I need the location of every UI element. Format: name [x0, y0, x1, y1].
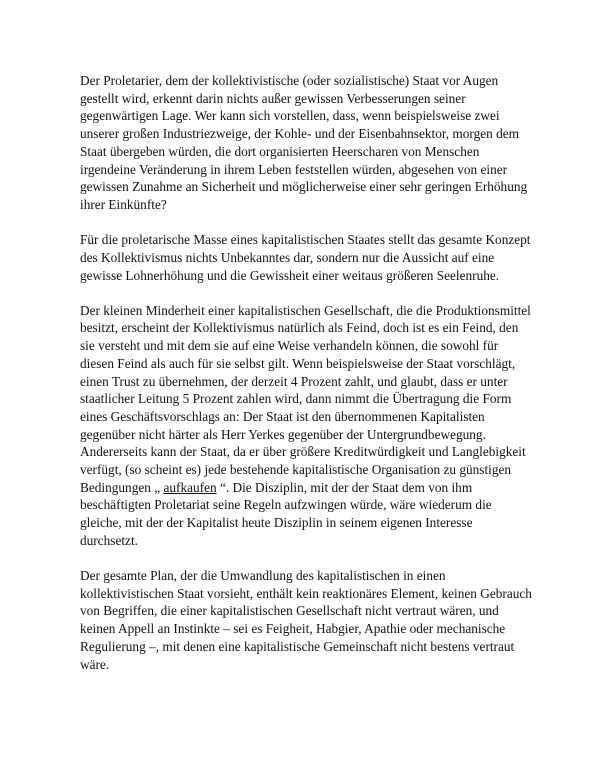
paragraph-1: Der Proletarier, dem der kollektivistische (oder sozialistische) Staat vor Augen gestellt wird, erkennt darin nichts außer gewissen Verbesserungen seiner gegenwärtigen Lage. Wer kann sich vorstellen, dass, wenn beispielsweise zwei unserer großen Industriezweige, der Kohle- und der Eisenbahnsektor, morgen dem Staat übergeben würden, die dort organisierten Heerscharen von Menschen irgendeine Veränderung in ihrem Leben feststellen würden, abgesehen von einer gewissen Zunahme an Sicherheit und möglicherweise einer sehr geringen Erhöhung ihrer Einkünfte?: [80, 73, 528, 212]
paragraph-3-text-after: “. Die Disziplin, mit der der Staat dem von ihm beschäftigten Proletariat seine Regeln aufzwingen würde, wäre wiederum die gleiche, mit der der Kapitalist heute Disziplin in seinem eigenen Interesse durchsetzt.: [80, 479, 492, 548]
paragraph-2: Für die proletarische Masse eines kapitalistischen Staates stellt das gesamte Konzept des Kollektivismus nichts Unbekanntes dar, sondern nur die Aussicht auf eine gewisse Lohnerhöhung und die Gewissheit einer weitaus größeren Seelenruhe.: [80, 232, 531, 283]
paragraph-4: Der gesamte Plan, der die Umwandlung des kapitalistischen in einen kollektivistischen Staat vorsieht, enthält kein reaktionäres Element, keinen Gebrauch von Begriffen, die einer kapitalistischen Gesellschaft nicht vertraut wären, und keinen Appell an Instinkte – sei es Feigheit, Habgier, Apathie oder mechanische Regulierung –, mit denen eine kapitalistische Gemeinschaft nicht bestens vertraut wäre.: [80, 568, 532, 672]
underlined-word: aufkaufen: [163, 479, 217, 495]
paragraph-3: [80, 302, 532, 550]
document-page: [80, 72, 532, 691]
paragraph-3-text-before: Der kleinen Minderheit einer kapitalistischen Gesellschaft, die die Produktionsmittel besitzt, erscheint der Kollektivismus natürlich als Feind, doch ist es ein Feind, den sie versteht und mit dem sie auf eine Weise verhandeln können, die sowohl für diesen Feind als auch für sie selbst gilt. Wenn beispielsweise der Staat vorschlägt, einen Trust zu übernehmen, der derzeit 4 Prozent zahlt, und glaubt, dass er unter staatlicher Leitung 5 Prozent zahlen wird, dann nimmt die Übertragung die Form eines Geschäftsvorschlags an: Der Staat ist den übernommenen Kapitalisten gegenüber nicht härter als Herr Yerkes gegenüber der Untergrundbewegung. Andererseits kann der Staat, da er über größere Kreditwürdigkeit und Langlebigkeit verfügt, (so scheint es) jede bestehende kapitalistische Organisation zu günstigen Bedingungen „: [80, 302, 531, 495]
